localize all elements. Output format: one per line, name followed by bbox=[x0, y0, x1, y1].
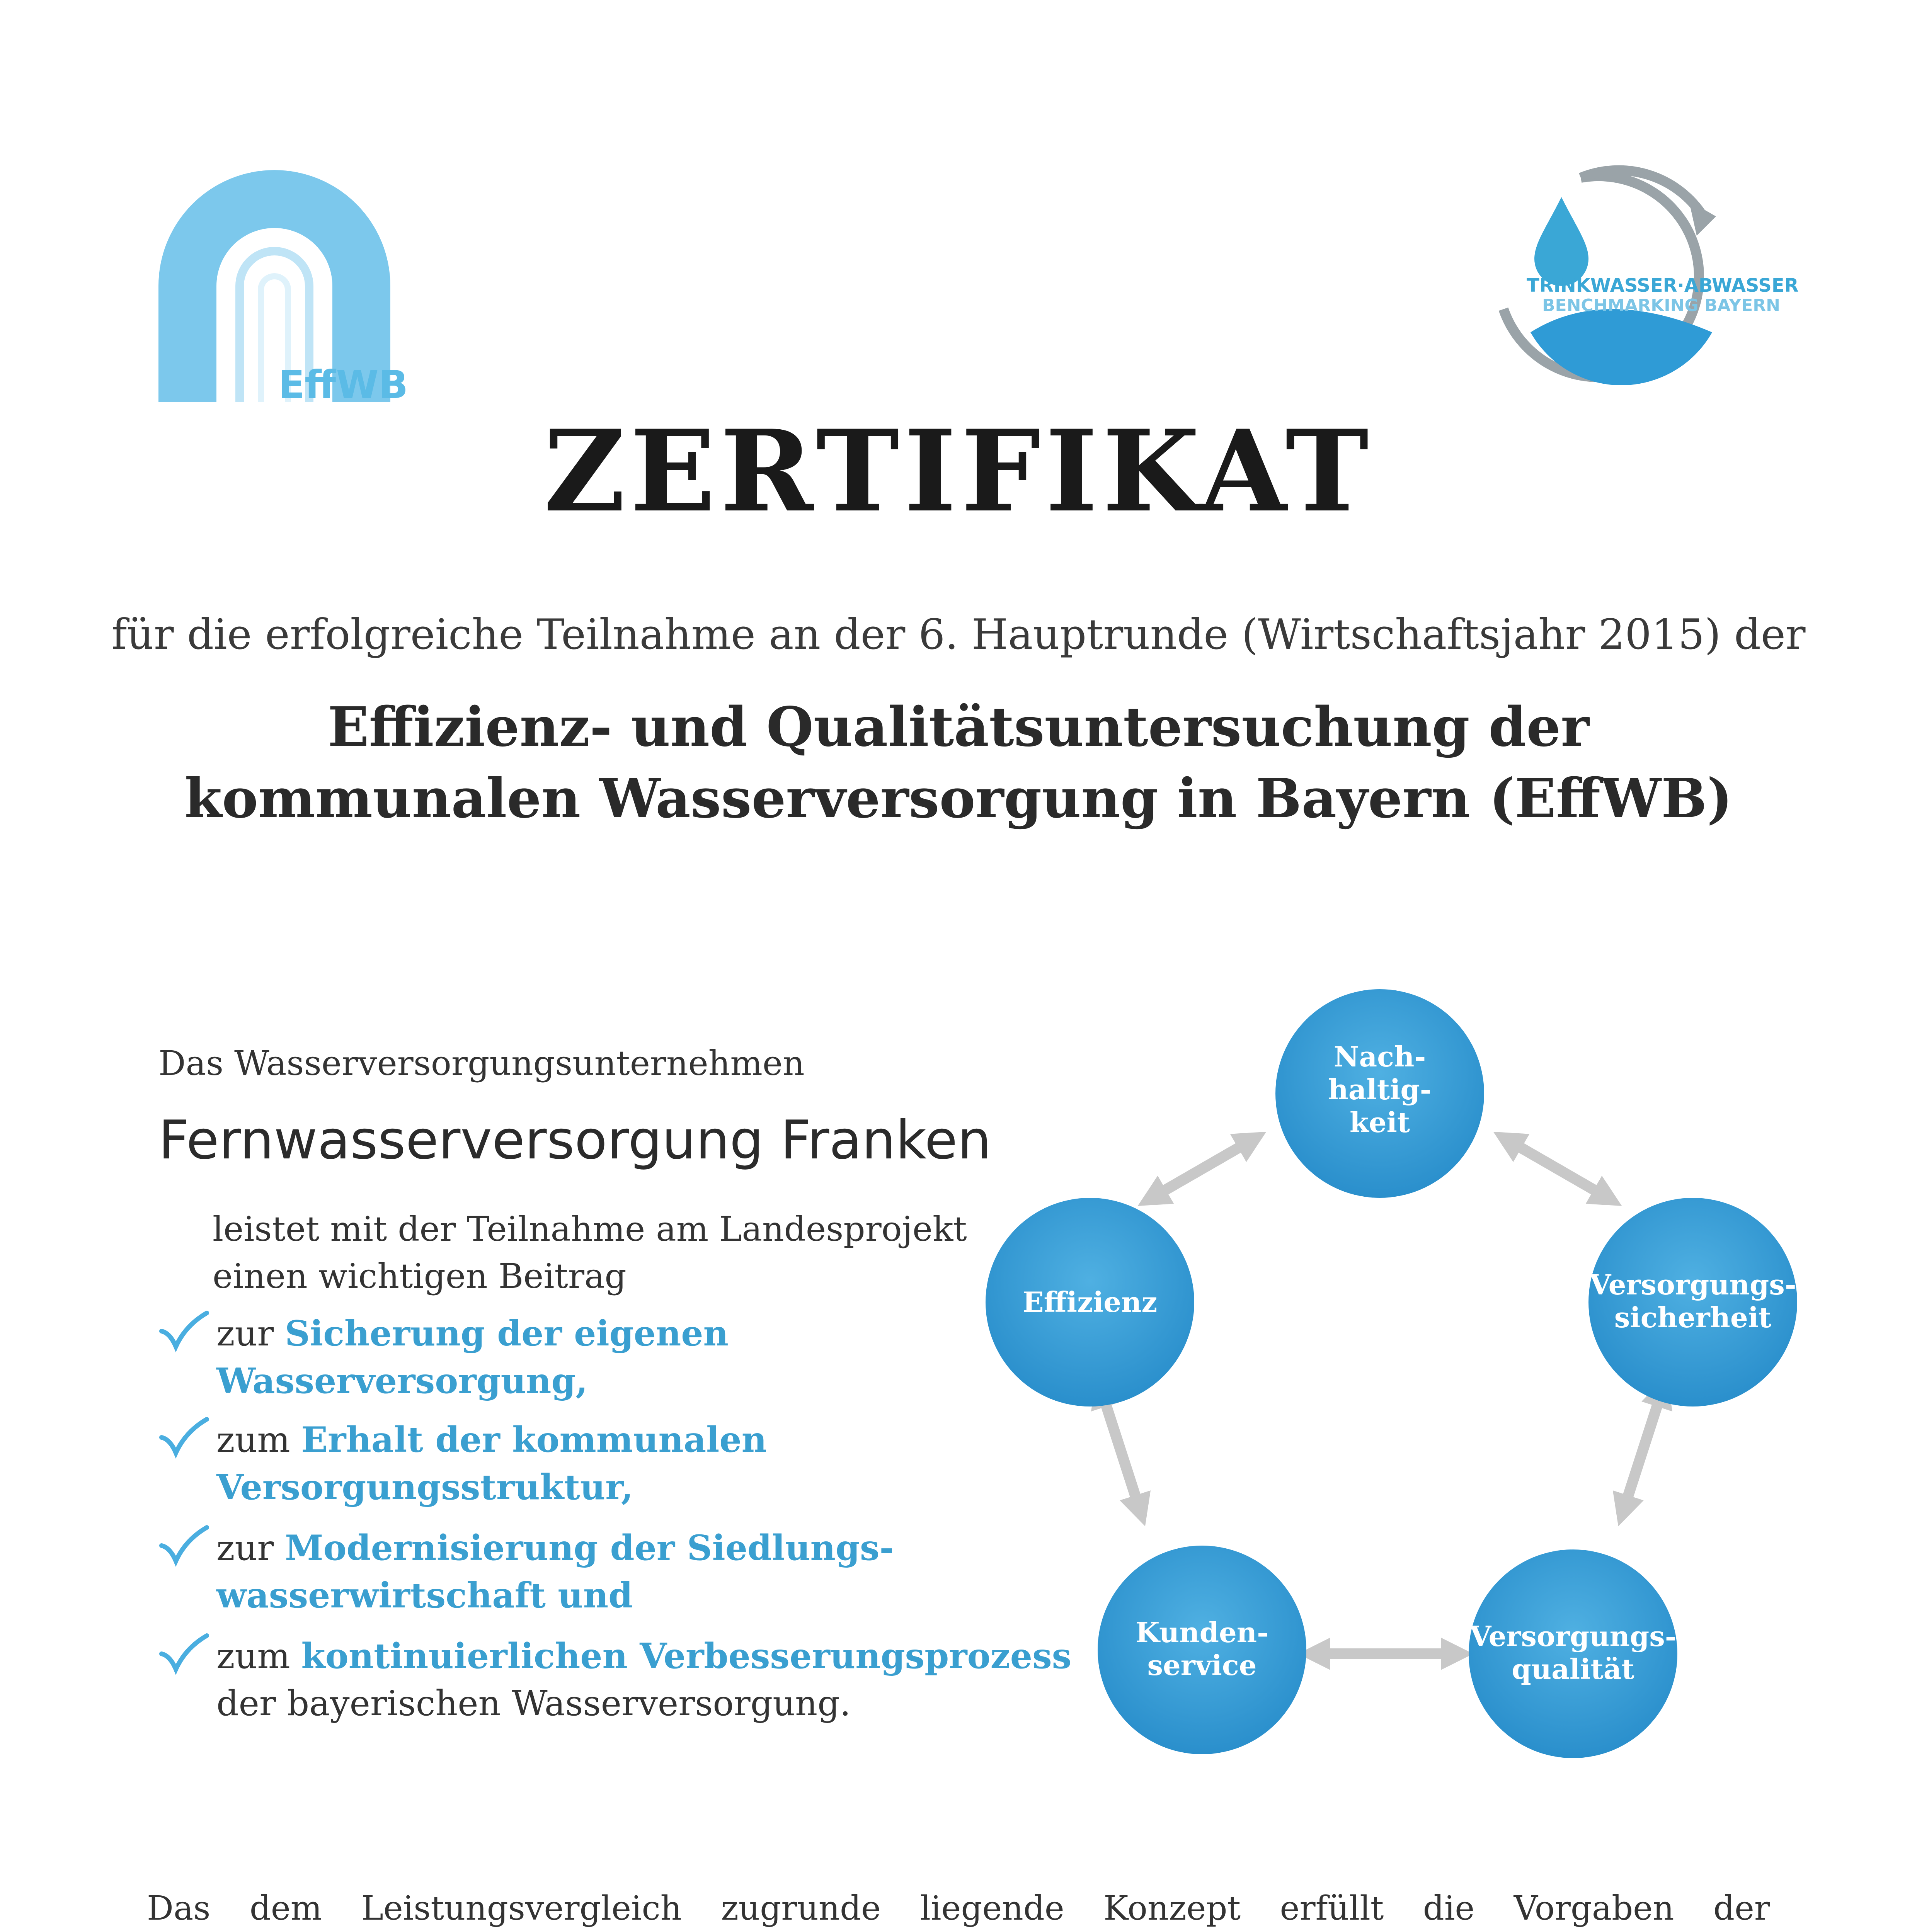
svg-text:Versorgungs-sicherheit: Versorgungs-sicherheit bbox=[1589, 1268, 1796, 1334]
benchmark-line2: BENCHMARKING BAYERN bbox=[1542, 296, 1780, 315]
intro-line2: einen wichtigen Beitrag bbox=[213, 1256, 627, 1296]
bullet-pre: zum bbox=[216, 1420, 301, 1460]
bullet-bold-cont: wasserwirtschaft und bbox=[216, 1575, 633, 1616]
subtitle: für die erfolgreiche Teilnahme an der 6. Hauptrunde (Wirtschaftsjahr 2015) der bbox=[111, 611, 1806, 659]
intro-line1: leistet mit der Teilnahme am Landesprojekt bbox=[213, 1209, 967, 1249]
svg-text:Versorgungs-qualität: Versorgungs-qualität bbox=[1469, 1620, 1677, 1685]
project-title-line1: Effizienz- und Qualitätsuntersuchung der bbox=[327, 696, 1590, 759]
bullet-bold: Modernisierung der Siedlungs- bbox=[285, 1527, 894, 1568]
svg-text:Nach-haltig-keit: Nach-haltig-keit bbox=[1328, 1040, 1432, 1139]
bullet-pre: zur bbox=[216, 1528, 285, 1568]
checkmark-icon bbox=[158, 1633, 209, 1675]
bullet-bold: Sicherung der eigenen bbox=[285, 1313, 729, 1354]
quality-cycle-diagram bbox=[997, 997, 1796, 1770]
bullet-item bbox=[158, 1310, 893, 1410]
body-paragraph: Das dem Leistungsvergleich zugrunde liegende Konzept erfüllt die Vorgaben der bbox=[147, 1889, 1770, 1928]
benchmarking-logo bbox=[1449, 162, 1797, 386]
arrow-icon bbox=[1623, 1391, 1662, 1511]
benchmark-line1: TRINKWASSER·ABWASSER bbox=[1527, 275, 1799, 296]
intro-text bbox=[213, 1206, 967, 1300]
company-label: Das Wasserversorgungsunternehmen bbox=[158, 1043, 805, 1083]
versorgungssicherheit-label: Versorgungs- bbox=[1589, 1268, 1796, 1301]
arrow-icon bbox=[1152, 1140, 1252, 1198]
bullet-post: der bayerischen Wasserversorgung. bbox=[216, 1683, 851, 1724]
nachhaltigkeit-label: Nach- bbox=[1333, 1040, 1426, 1073]
versorgungsqualitaet-label: Versorgungs- bbox=[1469, 1620, 1677, 1653]
bullet-bold: Erhalt der kommunalen bbox=[301, 1419, 767, 1460]
kundenservice-label: Kunden- bbox=[1135, 1616, 1269, 1649]
checkmark-icon bbox=[158, 1416, 209, 1459]
bullet-bold-cont: Wasserversorgung, bbox=[216, 1361, 588, 1401]
bullet-pre: zur bbox=[216, 1313, 285, 1354]
project-title bbox=[0, 692, 1917, 835]
svg-text:Effizienz bbox=[1023, 1286, 1158, 1318]
bullet-item bbox=[158, 1633, 1072, 1733]
checkmark-icon bbox=[158, 1524, 209, 1567]
bullet-item bbox=[158, 1416, 893, 1517]
bullet-pre: zum bbox=[216, 1636, 301, 1677]
arrow-icon bbox=[1102, 1391, 1140, 1511]
svg-text:Kunden-service: Kunden-service bbox=[1135, 1616, 1269, 1682]
bullet-bold-cont: Versorgungsstruktur, bbox=[216, 1467, 633, 1508]
effizienz-label: Effizienz bbox=[1022, 1286, 1158, 1318]
checkmark-icon bbox=[158, 1310, 209, 1352]
effwb-logo bbox=[151, 170, 408, 410]
effwb-logo-text: EffWB bbox=[278, 362, 408, 407]
project-title-line2: kommunalen Wasserversorgung in Bayern (EffWB) bbox=[184, 767, 1733, 830]
bullet-bold: kontinuierlichen Verbesserungsprozess bbox=[301, 1636, 1072, 1677]
bullet-item bbox=[158, 1524, 893, 1625]
arrow-icon bbox=[1507, 1140, 1608, 1198]
certificate-title: ZERTIFIKAT bbox=[543, 406, 1374, 537]
company-name: Fernwasserversorgung Franken bbox=[158, 1109, 991, 1171]
